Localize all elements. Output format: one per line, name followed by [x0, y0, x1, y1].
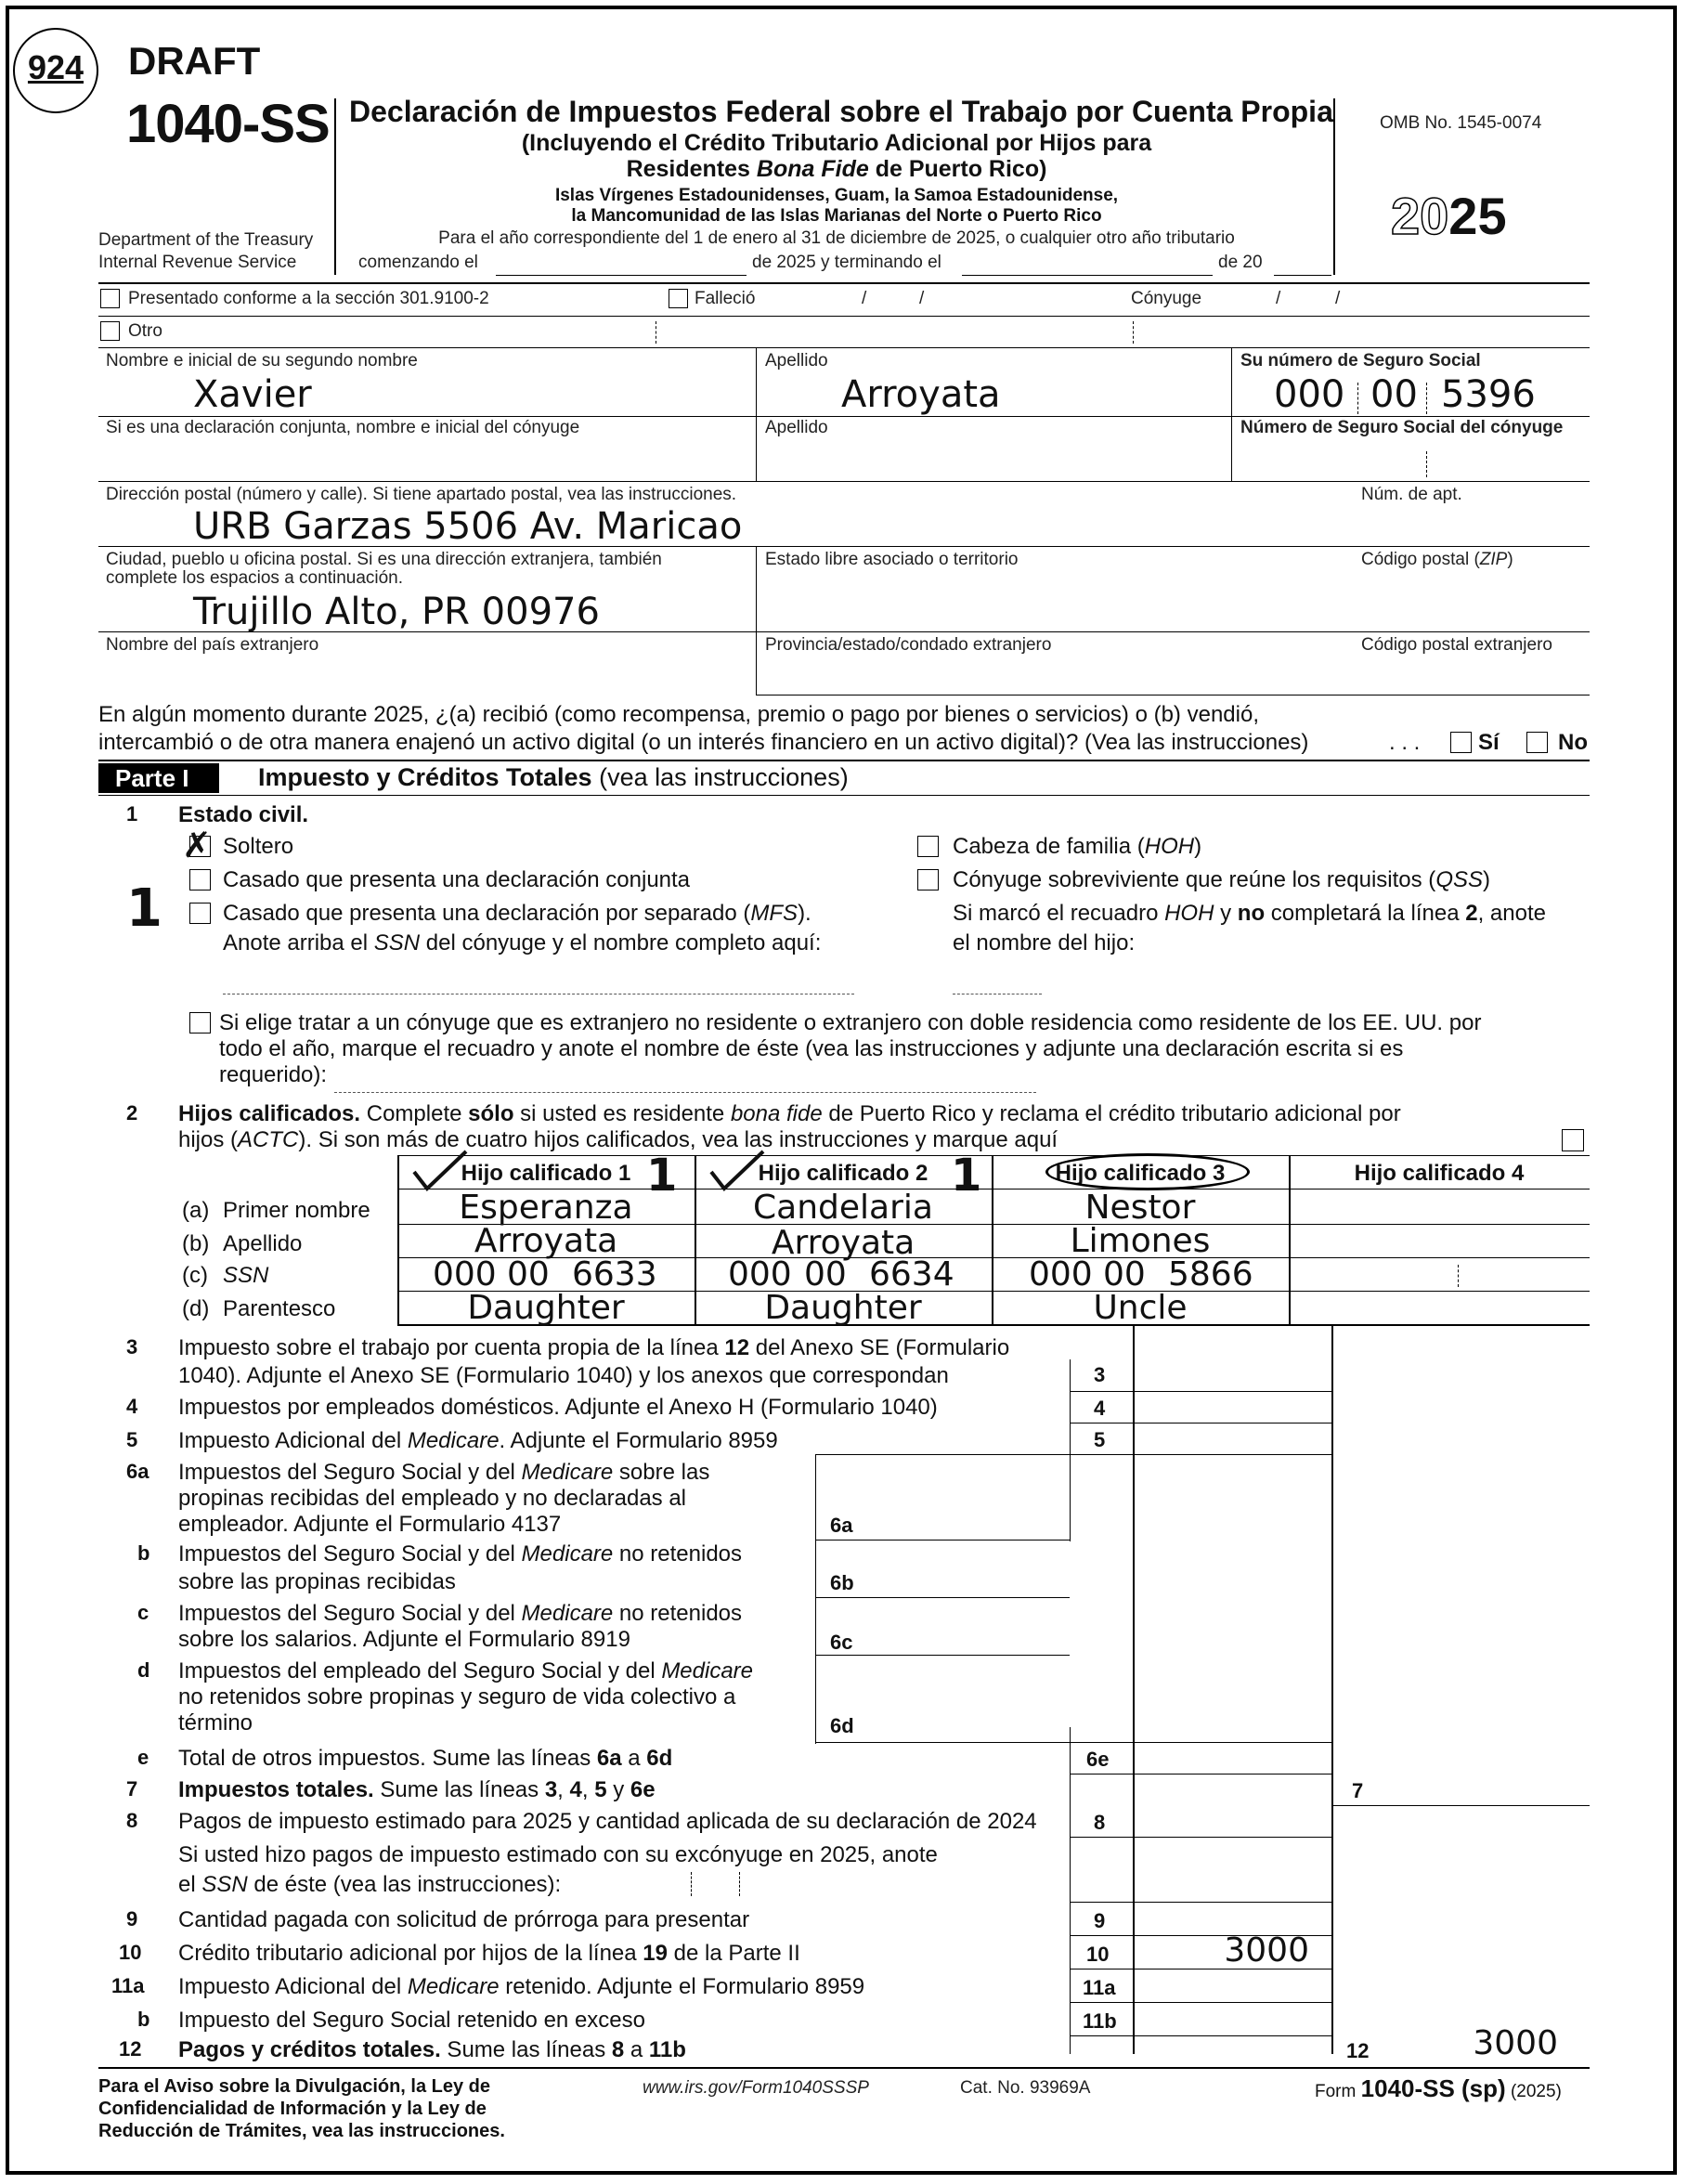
child-1-last-name[interactable]: Arroyata: [474, 1222, 618, 1260]
line-10-num: 10: [119, 1941, 142, 1964]
line-6d-text-3: término: [178, 1710, 253, 1736]
row-d-label: Parentesco: [223, 1296, 336, 1321]
address-value[interactable]: URB Garzas 5506 Av. Maricao: [193, 505, 743, 548]
hoh-label: Cabeza de familia (HOH): [953, 834, 1202, 859]
country-label: Nombre del país extranjero: [106, 635, 319, 655]
qss-checkbox[interactable]: [917, 869, 939, 890]
part-1-tag: Parte I: [98, 763, 219, 793]
line-6d-text-1: Impuestos del empleado del Seguro Social y del Medicare: [178, 1658, 754, 1684]
line-6e-amount[interactable]: [1135, 1744, 1330, 1772]
other-label: Otro: [128, 321, 162, 341]
digital-asset-dots: . . .: [1389, 730, 1421, 755]
child-1-ssn-3[interactable]: 6633: [572, 1255, 657, 1294]
child-3-relation[interactable]: Uncle: [1093, 1289, 1188, 1327]
province-label: Provincia/estado/condado extranjero: [765, 635, 1052, 655]
line-6a-text-2: propinas recibidas del empleado y no declaradas al: [178, 1486, 687, 1511]
last-name-label: Apellido: [765, 351, 828, 370]
line-7-text: Impuestos totales. Sume las líneas 3, 4, 5 y 6e: [178, 1777, 656, 1802]
row-c-label: SSN: [223, 1263, 269, 1288]
line-8-box: 8: [1094, 1811, 1106, 1834]
child-2-relation[interactable]: Daughter: [764, 1289, 922, 1327]
state-label: Estado libre asociado o territorio: [765, 550, 1019, 569]
city-label-1: Ciudad, pueblo u oficina postal. Si es una dirección extranjera, también: [106, 550, 662, 569]
digital-yes-label: Sí: [1478, 730, 1500, 755]
line-11b-box: 11b: [1083, 2009, 1117, 2033]
child-3-last-name[interactable]: Limones: [1070, 1222, 1211, 1260]
ssn-part-1[interactable]: 000: [1274, 373, 1345, 416]
line-1-num: 1: [126, 802, 138, 826]
child-2-ssn-3[interactable]: 6634: [869, 1255, 954, 1294]
line-9-text: Cantidad pagada con solicitud de prórroga para presentar: [178, 1907, 750, 1932]
territories-1: Islas Vírgenes Estadounidenses, Guam, la Samoa Estadounidense,: [554, 186, 1119, 205]
line-8-num: 8: [126, 1809, 138, 1832]
line-4-box: 4: [1094, 1397, 1106, 1420]
last-name-value[interactable]: Arroyata: [841, 373, 1001, 416]
line-3-num: 3: [126, 1335, 138, 1358]
tax-period-2b: de 2025 y terminando el: [752, 253, 941, 272]
child-header-4: Hijo calificado 4: [1354, 1161, 1525, 1186]
mfs-checkbox[interactable]: [189, 903, 211, 924]
draft-label: DRAFT: [128, 39, 261, 83]
address-label: Dirección postal (número y calle). Si tiene apartado postal, vea las instrucciones.: [106, 485, 737, 504]
line-7-box: 7: [1352, 1779, 1364, 1802]
line-11b-num: b: [137, 2008, 150, 2031]
line-6b-text-2: sobre las propinas recibidas: [178, 1569, 456, 1594]
child-1-margin-mark: 1: [646, 1150, 678, 1202]
apt-label: Núm. de apt.: [1361, 485, 1462, 504]
spouse-ssn-label: Número de Seguro Social del cónyuge: [1240, 418, 1564, 437]
child-header-2: Hijo calificado 2: [758, 1161, 928, 1186]
city-value[interactable]: Trujillo Alto, PR 00976: [193, 591, 600, 633]
child-4-last-name[interactable]: [1291, 1226, 1588, 1255]
line-11b-text: Impuesto del Seguro Social retenido en exceso: [178, 2008, 645, 2033]
tax-year: 2025: [1391, 187, 1507, 245]
digital-yes-checkbox[interactable]: [1450, 732, 1472, 753]
omb-number: OMB No. 1545-0074: [1380, 113, 1542, 133]
child-1-relation[interactable]: Daughter: [467, 1289, 625, 1327]
digital-asset-q2: intercambió o de otra manera enajenó un activo digital (o un interés financiero en un activo digital)? (Vea las instrucciones): [98, 730, 1309, 755]
digital-no-label: No: [1558, 730, 1588, 755]
line-6c-box: 6c: [830, 1631, 853, 1654]
nra-text-2: todo el año, marque el recuadro y anote el nombre de éste (vea las instrucciones y adjunte una declaración escrita si es: [219, 1036, 1404, 1061]
child-3-first-name[interactable]: Nestor: [1084, 1189, 1196, 1227]
line-6e-text: Total de otros impuestos. Sume las líneas 6a a 6d: [178, 1746, 673, 1771]
line-6a-text-1: Impuestos del Seguro Social y del Medicare sobre las: [178, 1460, 710, 1485]
tax-period-2c: de 20: [1218, 253, 1263, 272]
line-9-num: 9: [126, 1907, 138, 1930]
line-7-amount[interactable]: [1393, 1775, 1586, 1803]
zip-label: Código postal (ZIP): [1361, 550, 1513, 569]
deceased-date-slash-1: /: [862, 289, 867, 308]
form-url: www.irs.gov/Form1040SSSP: [643, 2078, 869, 2098]
spouse-date-slash-1: /: [1276, 289, 1281, 308]
line-6a-num: 6a: [126, 1460, 149, 1483]
mfs-label: Casado que presenta una declaración por separado (MFS).: [223, 901, 812, 926]
hoh-checkbox[interactable]: [917, 836, 939, 857]
privacy-notice-2: Confidencialidad de Información y la Ley de: [98, 2099, 487, 2119]
line-4-text: Impuestos por empleados domésticos. Adjunte el Anexo H (Formulario 1040): [178, 1395, 938, 1420]
form-number: 1040-SS: [126, 94, 330, 154]
line-6a-amount[interactable]: [891, 1510, 1068, 1538]
territories-2: la Mancomunidad de las Islas Marianas del Norte o Puerto Rico: [571, 206, 1102, 226]
hoh-note-1: Si marcó el recuadro HOH y no completará la línea 2, anote: [953, 901, 1546, 926]
row-a-label: Primer nombre: [223, 1198, 370, 1223]
child-2-last-name[interactable]: Arroyata: [771, 1224, 915, 1262]
line-12-num: 12: [119, 2037, 142, 2060]
child-header-3: Hijo calificado 3: [1055, 1161, 1226, 1186]
child-3-ssn-1[interactable]: 000: [1029, 1255, 1093, 1294]
sec-301-label: Presentado conforme a la sección 301.9100-2: [128, 289, 489, 308]
child-1-check-mark-icon: [410, 1148, 470, 1192]
nra-text-3: requerido):: [219, 1062, 328, 1087]
margin-mark: 1: [126, 878, 162, 939]
row-c-tag: (c): [182, 1263, 208, 1288]
row-b-label: Apellido: [223, 1231, 303, 1256]
line-11a-amount[interactable]: [1135, 1972, 1330, 2000]
first-name-value[interactable]: Xavier: [193, 373, 312, 416]
line-6d-num: d: [137, 1658, 150, 1682]
first-name-label: Nombre e inicial de su segundo nombre: [106, 351, 418, 370]
form-footer-id: Form 1040-SS (sp) (2025): [1315, 2074, 1562, 2102]
child-1-first-name[interactable]: Esperanza: [459, 1189, 633, 1227]
nra-text-1: Si elige tratar a un cónyuge que es extranjero no residente o extranjero con doble residencia como residente de los EE. UU. por: [219, 1010, 1482, 1035]
ssn-part-2[interactable]: 00: [1370, 373, 1418, 416]
line-6b-amount[interactable]: [891, 1567, 1068, 1595]
line-9-box: 9: [1094, 1909, 1106, 1932]
child-4-first-name[interactable]: [1291, 1190, 1588, 1222]
spouse-name-label: Si es una declaración conjunta, nombre e inicial del cónyuge: [106, 418, 580, 437]
line-5-amount[interactable]: [1135, 1424, 1330, 1452]
line-9-amount[interactable]: [1135, 1905, 1330, 1933]
deceased-label: Falleció: [695, 289, 756, 308]
ssn-label: Su número de Seguro Social: [1240, 351, 1481, 370]
mfs-note: Anote arriba el SSN del cónyuge y el nombre completo aquí:: [223, 930, 822, 956]
more-children-checkbox[interactable]: [1562, 1129, 1584, 1151]
spouse-deceased-label: Cónyuge: [1131, 289, 1202, 308]
privacy-notice-3: Reducción de Trámites, vea las instrucciones.: [98, 2121, 505, 2141]
child-3-ssn-3[interactable]: 5866: [1168, 1255, 1253, 1294]
line-5-box: 5: [1094, 1428, 1106, 1451]
line-7-num: 7: [126, 1777, 138, 1800]
other-checkbox[interactable]: [100, 321, 120, 341]
line-8-amount[interactable]: [1135, 1807, 1330, 1835]
ssn-part-3[interactable]: 5396: [1441, 373, 1536, 416]
joint-checkbox[interactable]: [189, 869, 211, 890]
line-11a-num: 11a: [111, 1974, 145, 1997]
line-6c-text-2: sobre los salarios. Adjunte el Formulario 8919: [178, 1627, 630, 1652]
child-1-ssn-2[interactable]: 00: [507, 1255, 550, 1294]
line-2-num: 2: [126, 1101, 138, 1124]
child-3-circle: [1045, 1153, 1250, 1190]
line-6c-amount[interactable]: [891, 1625, 1068, 1653]
line-3-text-2: 1040). Adjunte el Anexo SE (Formulario 1040) y los anexos que correspondan: [178, 1363, 949, 1388]
deceased-checkbox[interactable]: [669, 289, 688, 308]
qss-label: Cónyuge sobreviviente que reúne los requisitos (QSS): [953, 867, 1490, 892]
hoh-note-2: el nombre del hijo:: [953, 930, 1136, 956]
child-4-ssn[interactable]: [1291, 1259, 1588, 1289]
child-4-relation[interactable]: [1291, 1293, 1588, 1322]
form-title: Declaración de Impuestos Federal sobre el Trabajo por Cuenta Propia: [349, 95, 1333, 128]
line-11b-amount[interactable]: [1135, 2006, 1330, 2034]
line-8-sub-2: el SSN de éste (vea las instrucciones):: [178, 1872, 562, 1897]
city-label-2: complete los espacios a continuación.: [106, 568, 404, 588]
line-3-amount[interactable]: [1135, 1361, 1330, 1389]
sec-301-checkbox[interactable]: [100, 289, 120, 308]
child-2-first-name[interactable]: Candelaria: [753, 1189, 933, 1227]
line-5-num: 5: [126, 1428, 138, 1451]
single-check-mark: ✗: [182, 825, 212, 865]
page-number: 924: [27, 48, 84, 86]
line-8-sub-1: Si usted hizo pagos de impuesto estimado con su excónyuge en 2025, anote: [178, 1842, 938, 1867]
line-10-text: Crédito tributario adicional por hijos de la línea 19 de la Parte II: [178, 1941, 800, 1966]
joint-label: Casado que presenta una declaración conjunta: [223, 867, 691, 892]
line-10-amount[interactable]: 3000: [1224, 1931, 1309, 1970]
part-1-title: Impuesto y Créditos Totales (vea las instrucciones): [258, 763, 849, 791]
nra-checkbox[interactable]: [189, 1012, 211, 1034]
child-2-margin-mark: 1: [951, 1150, 982, 1202]
line-8-text: Pagos de impuesto estimado para 2025 y cantidad aplicada de su declaración de 2024: [178, 1809, 1037, 1834]
line-6b-box: 6b: [830, 1571, 854, 1594]
line-6a-box: 6a: [830, 1514, 853, 1537]
line-4-num: 4: [126, 1395, 138, 1418]
child-3-ssn-2[interactable]: 00: [1103, 1255, 1146, 1294]
form-subtitle-1: (Incluyendo el Crédito Tributario Adicional por Hijos para: [521, 130, 1152, 156]
line-3-box: 3: [1094, 1363, 1106, 1386]
line-6c-text-1: Impuestos del Seguro Social y del Medicare no retenidos: [178, 1601, 743, 1626]
child-2-ssn-1[interactable]: 000: [728, 1255, 792, 1294]
line-3-text-1: Impuesto sobre el trabajo por cuenta propia de la línea 12 del Anexo SE (Formulario: [178, 1335, 1010, 1360]
single-label: Soltero: [223, 834, 294, 859]
line-1-title: Estado civil.: [178, 802, 309, 827]
line-6d-amount[interactable]: [891, 1710, 1068, 1738]
child-header-1: Hijo calificado 1: [461, 1161, 631, 1186]
line-6d-box: 6d: [830, 1714, 854, 1737]
form-subtitle-2: Residentes Bona Fide de Puerto Rico): [626, 156, 1047, 182]
line-10-box: 10: [1086, 1943, 1110, 1966]
child-2-ssn-2[interactable]: 00: [804, 1255, 847, 1294]
row-b-tag: (b): [182, 1231, 210, 1256]
row-a-tag: (a): [182, 1198, 210, 1223]
line-11a-box: 11a: [1083, 1976, 1116, 1999]
digital-no-checkbox[interactable]: [1526, 732, 1548, 753]
line-2-text-2: hijos (ACTC). Si son más de cuatro hijos calificados, vea las instrucciones y marque aquí: [178, 1127, 1058, 1152]
child-1-ssn-1[interactable]: 000: [433, 1255, 497, 1294]
line-12-box: 12: [1346, 2039, 1370, 2062]
deceased-date-slash-2: /: [919, 289, 925, 308]
line-12-text: Pagos y créditos totales. Sume las líneas 8 a 11b: [178, 2037, 686, 2062]
privacy-notice-1: Para el Aviso sobre la Divulgación, la Ley de: [98, 2076, 491, 2097]
tax-period-1: Para el año correspondiente del 1 de enero al 31 de diciembre de 2025, o cualquier otro año tributario: [438, 228, 1235, 248]
dept-treasury: Department of the Treasury: [98, 230, 314, 250]
line-6c-num: c: [137, 1601, 149, 1624]
line-6b-text-1: Impuestos del Seguro Social y del Medicare no retenidos: [178, 1541, 743, 1566]
line-6b-num: b: [137, 1541, 150, 1565]
foreign-zip-label: Código postal extranjero: [1361, 635, 1552, 655]
line-12-amount[interactable]: 3000: [1473, 2024, 1558, 2062]
line-5-text: Impuesto Adicional del Medicare. Adjunte el Formulario 8959: [178, 1428, 778, 1453]
dept-irs: Internal Revenue Service: [98, 253, 297, 272]
line-2-text-1: Hijos calificados. Complete sólo si usted es residente bona fide de Puerto Rico y reclama el crédito tributario adicional por: [178, 1101, 1401, 1126]
line-6e-box: 6e: [1086, 1748, 1110, 1771]
tax-period-2a: comenzando el: [358, 253, 478, 272]
catalog-number: Cat. No. 93969A: [960, 2078, 1091, 2098]
child-2-check-mark-icon: [708, 1148, 767, 1192]
spouse-date-slash-2: /: [1335, 289, 1341, 308]
spouse-last-label: Apellido: [765, 418, 828, 437]
line-4-amount[interactable]: [1135, 1393, 1330, 1421]
line-6a-text-3: empleador. Adjunte el Formulario 4137: [178, 1512, 562, 1537]
row-d-tag: (d): [182, 1296, 210, 1321]
line-6e-num: e: [137, 1746, 149, 1769]
digital-asset-q1: En algún momento durante 2025, ¿(a) recibió (como recompensa, premio o pago por bienes o servicios) o (b) vendió,: [98, 702, 1259, 727]
line-6d-text-2: no retenidos sobre propinas y seguro de vida colectivo a: [178, 1684, 736, 1710]
line-11a-text: Impuesto Adicional del Medicare retenido. Adjunte el Formulario 8959: [178, 1974, 865, 1999]
